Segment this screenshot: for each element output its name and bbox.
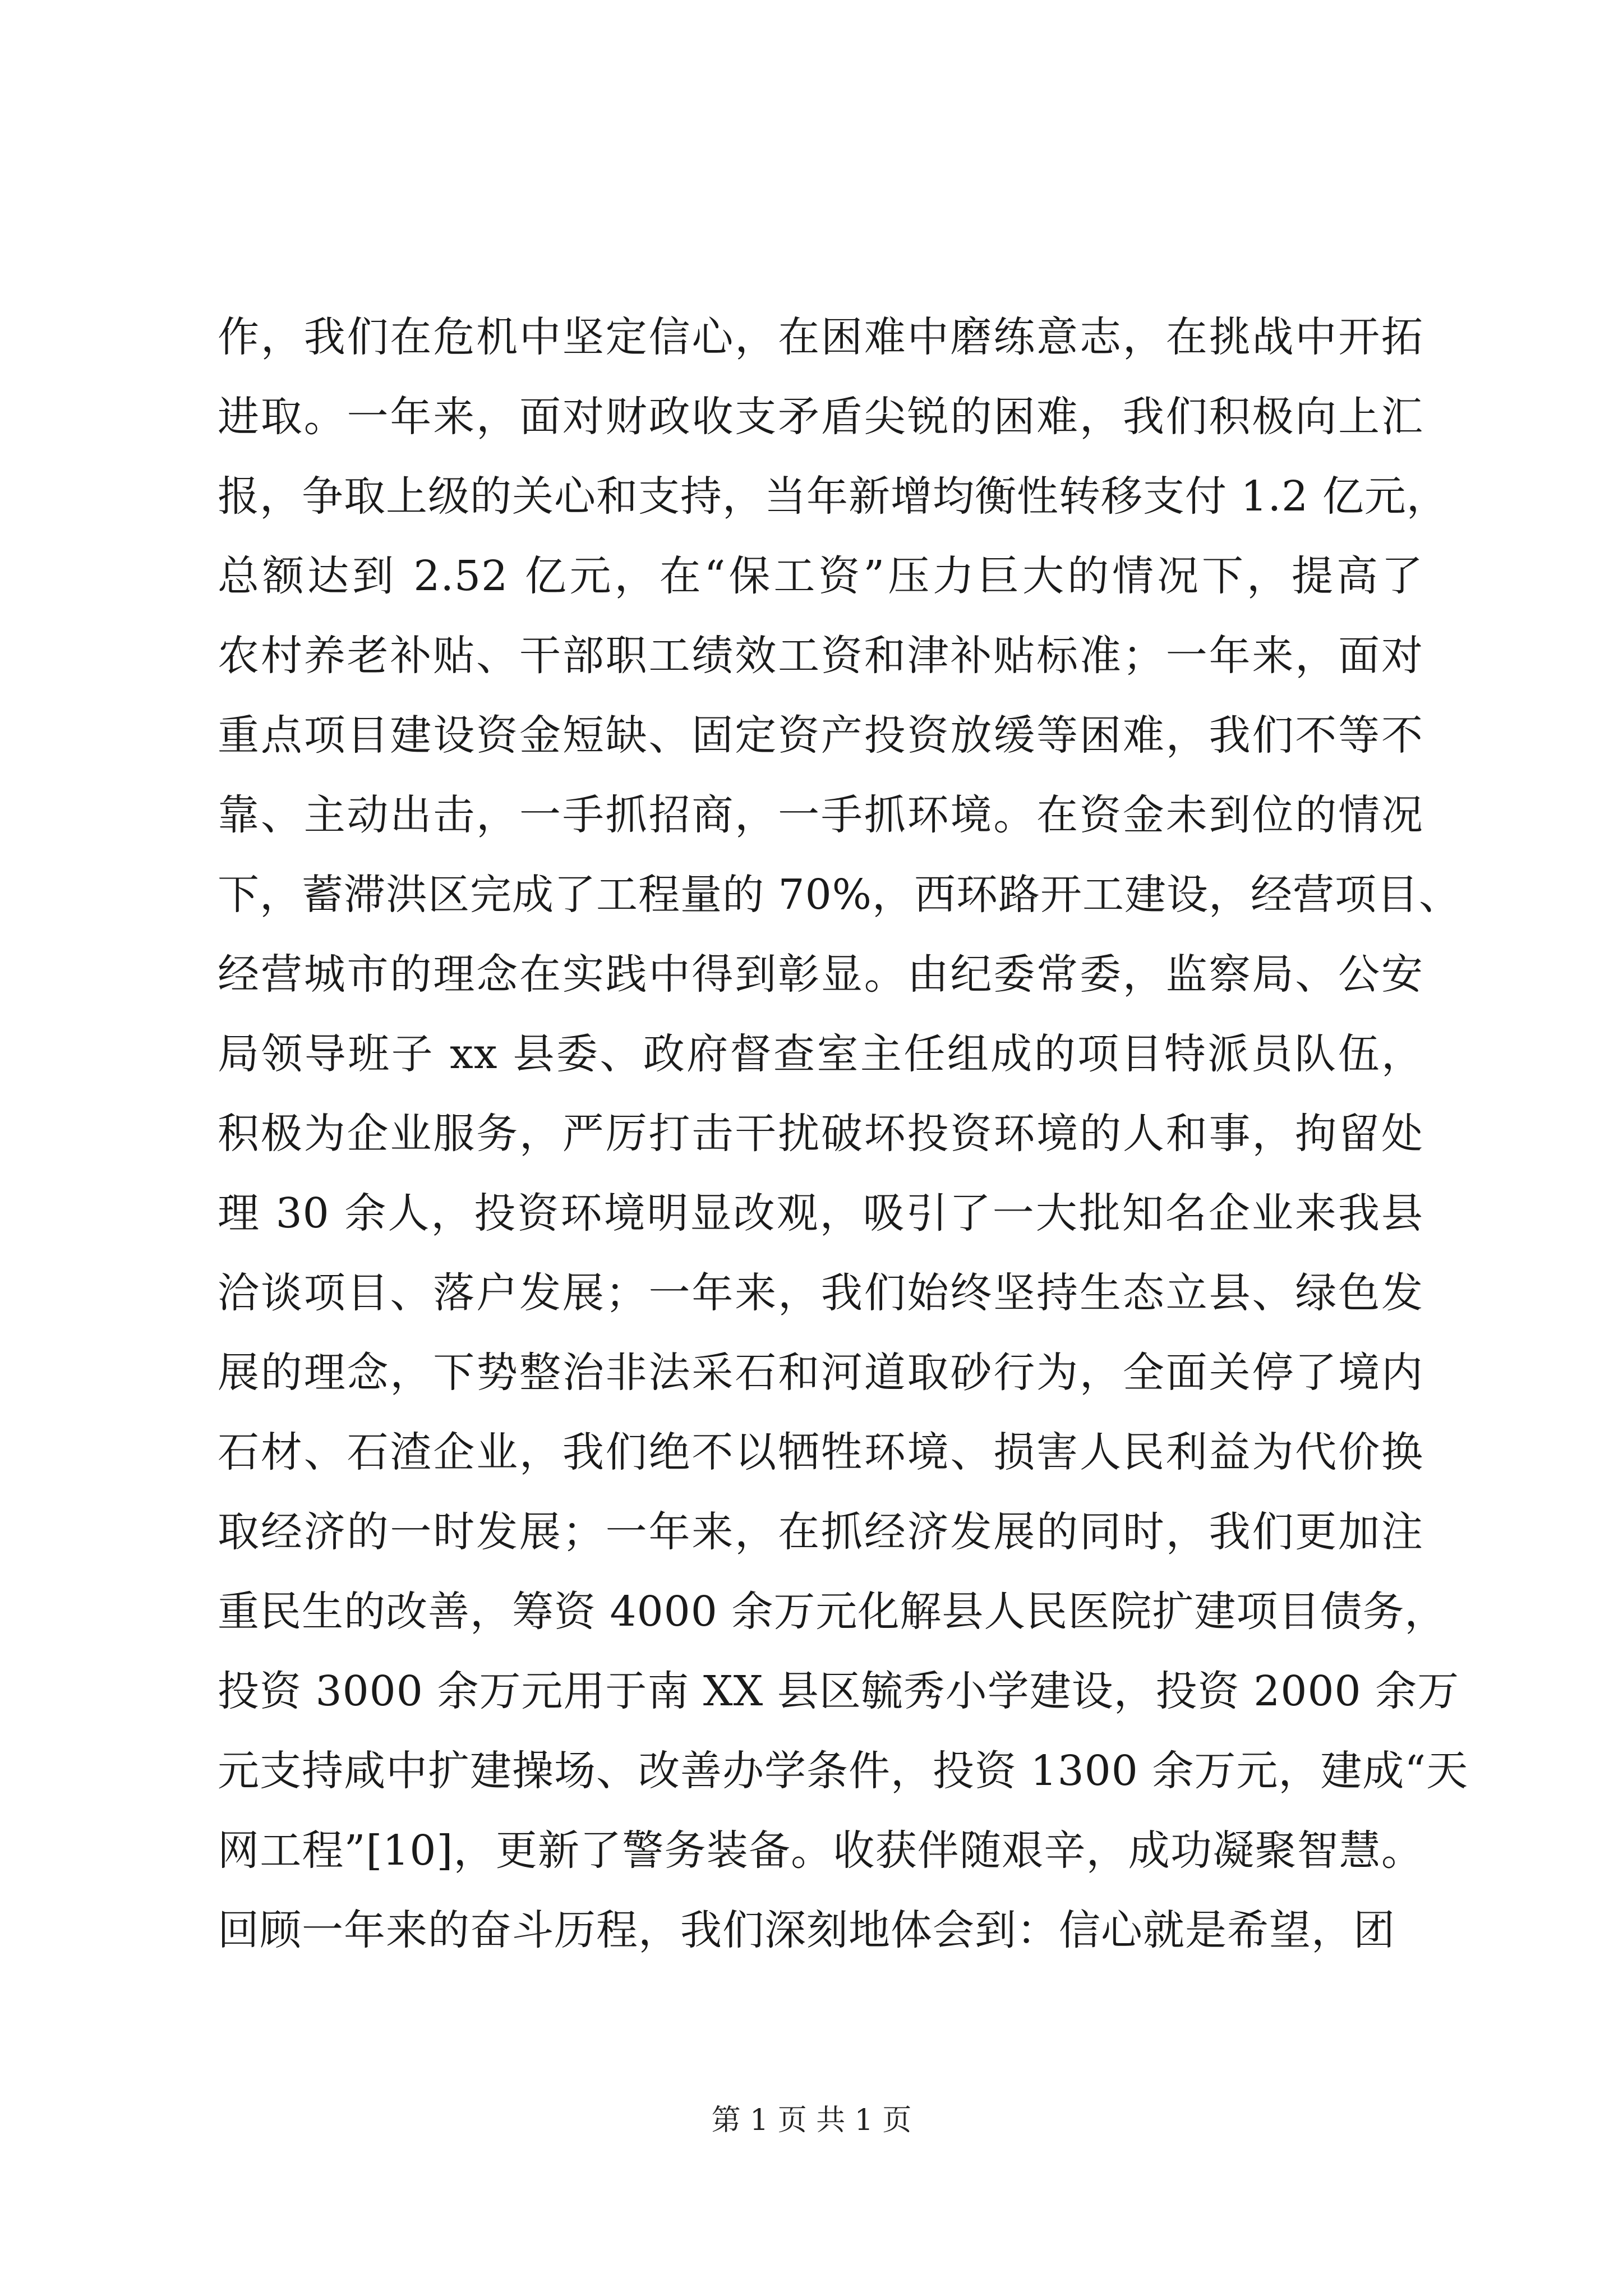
text-line: 作，我们在危机中坚定信心，在困难中磨练意志，在挑战中开拓 (218, 313, 1423, 361)
text-line: 理 30 余人，投资环境明显改观，吸引了一大批知名企业来我县 (218, 1189, 1423, 1237)
text-line: 总额达到 2.52 亿元，在“保工资”压力巨大的情况下，提高了 (218, 552, 1423, 600)
text-line: 下，蓄滞洪区完成了工程量的 70%，西环路开工建设，经营项目、 (218, 871, 1461, 919)
text-line: 报，争取上级的关心和支持，当年新增均衡性转移支付 1.2 亿元， (218, 472, 1449, 521)
page-footer (0, 2098, 1623, 2143)
text-line: 靠、主动出击，一手抓招商，一手抓环境。在资金未到位的情况 (218, 791, 1423, 839)
text-line: 石材、石渣企业，我们绝不以牺牲环境、损害人民利益为代价换 (218, 1428, 1423, 1476)
text-line: 展的理念，下势整治非法采石和河道取砂行为，全面关停了境内 (218, 1349, 1423, 1397)
text-line: 取经济的一时发展；一年来，在抓经济发展的同时，我们更加注 (218, 1508, 1423, 1556)
text-line: 农村养老补贴、干部职工绩效工资和津补贴标准；一年来，面对 (218, 632, 1423, 680)
text-line: 进取。一年来，面对财政收支矛盾尖锐的困难，我们积极向上汇 (218, 393, 1423, 441)
text-line: 积极为企业服务，严厉打击干扰破坏投资环境的人和事，拘留处 (218, 1110, 1423, 1158)
text-line: 经营城市的理念在实践中得到彰显。由纪委常委，监察局、公安 (218, 950, 1423, 999)
text-line: 投资 3000 余万元用于南 XX 县区毓秀小学建设，投资 2000 余万 (218, 1667, 1460, 1715)
page-number: 第 1 页 共 1 页 (711, 2104, 912, 2137)
text-line: 洽谈项目、落户发展；一年来，我们始终坚持生态立县、绿色发 (218, 1269, 1423, 1317)
text-line: 局领导班子 xx 县委、政府督查室主任组成的项目特派员队伍， (218, 1030, 1423, 1078)
text-line: 重点项目建设资金短缺、固定资产投资放缓等困难，我们不等不 (218, 711, 1423, 760)
text-line: 网工程”[10]，更新了警务装备。收获伴随艰辛，成功凝聚智慧。 (218, 1826, 1423, 1875)
text-line: 元支持咸中扩建操场、改善办学条件，投资 1300 余万元，建成“天 (218, 1747, 1469, 1795)
body-text (218, 297, 1469, 1970)
text-line: 回顾一年来的奋斗历程，我们深刻地体会到：信心就是希望，团 (218, 1906, 1395, 1954)
text-line: 重民生的改善，筹资 4000 余万元化解县人民医院扩建项目债务， (218, 1588, 1447, 1636)
